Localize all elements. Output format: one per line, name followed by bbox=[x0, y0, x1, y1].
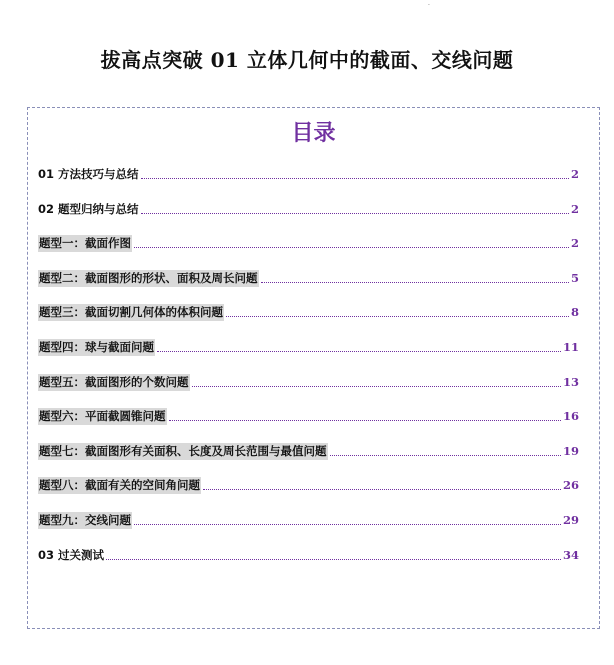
toc-leader-dots bbox=[157, 339, 561, 352]
toc-box bbox=[27, 107, 600, 629]
toc-leader-dots bbox=[134, 512, 561, 525]
toc-leader-dots bbox=[106, 547, 561, 560]
toc-entry-label[interactable]: 题型四：球与截面问题 bbox=[39, 339, 154, 354]
toc-leader-dots bbox=[192, 374, 561, 387]
toc-leader-dots bbox=[134, 235, 569, 248]
toc-entry[interactable] bbox=[38, 201, 579, 236]
toc-entry-page[interactable]: 34 bbox=[562, 547, 579, 562]
toc-entry-label[interactable]: 题型三：截面切割几何体的体积问题 bbox=[39, 305, 223, 320]
toc-entry-label[interactable]: 03 过关测试 bbox=[38, 547, 105, 562]
page-mark: · bbox=[428, 2, 430, 9]
toc-entry-label[interactable]: 题型八：截面有关的空间角问题 bbox=[39, 478, 200, 493]
toc-entry[interactable] bbox=[38, 339, 579, 374]
toc-leader-dots bbox=[226, 304, 569, 317]
toc-entry-label[interactable]: 题型五：截面图形的个数问题 bbox=[39, 374, 189, 389]
toc-entry[interactable] bbox=[38, 235, 579, 270]
toc-entry-page[interactable]: 11 bbox=[562, 339, 579, 354]
document-title: 拔高点突破 01 立体几何中的截面、交线问题 bbox=[100, 48, 514, 72]
toc-entry-page[interactable]: 5 bbox=[570, 270, 579, 285]
toc-entry[interactable] bbox=[38, 512, 579, 547]
toc-entry[interactable] bbox=[38, 408, 579, 443]
toc-entry-label[interactable]: 01 方法技巧与总结 bbox=[38, 167, 139, 181]
toc-entry-page[interactable]: 8 bbox=[570, 305, 579, 320]
toc-entry-label[interactable]: 02 题型归纳与总结 bbox=[38, 201, 139, 216]
toc-leader-dots bbox=[141, 201, 569, 214]
toc-entry[interactable] bbox=[38, 270, 579, 305]
toc-entry[interactable] bbox=[38, 477, 579, 512]
toc-entry-page[interactable]: 2 bbox=[570, 236, 579, 251]
toc-leader-dots bbox=[261, 270, 569, 283]
toc-leader-dots bbox=[203, 477, 561, 490]
toc-entry-label[interactable]: 题型六：平面截圆锥问题 bbox=[39, 409, 166, 424]
toc-entry-label[interactable]: 题型二：截面图形的形状、面积及周长问题 bbox=[39, 270, 258, 285]
toc-entry[interactable] bbox=[38, 304, 579, 339]
toc-leader-dots bbox=[330, 443, 561, 456]
toc-entry-label[interactable]: 题型九：交线问题 bbox=[39, 512, 131, 527]
toc-entry[interactable] bbox=[38, 547, 579, 582]
toc-entry-page[interactable]: 29 bbox=[562, 512, 579, 527]
toc-entry[interactable] bbox=[38, 443, 579, 478]
toc-leader-dots bbox=[141, 166, 569, 179]
toc-entry-page[interactable]: 13 bbox=[562, 374, 579, 389]
toc-entry-page[interactable]: 2 bbox=[570, 201, 579, 216]
toc-entry-page[interactable]: 19 bbox=[562, 443, 579, 458]
toc-leader-dots bbox=[169, 408, 561, 421]
toc-list bbox=[38, 166, 579, 581]
toc-entry-label[interactable]: 题型一：截面作图 bbox=[39, 236, 131, 251]
toc-entry-page[interactable]: 16 bbox=[562, 409, 579, 424]
toc-entry[interactable] bbox=[38, 166, 579, 201]
toc-entry[interactable] bbox=[38, 374, 579, 409]
toc-entry-label[interactable]: 题型七：截面图形有关面积、长度及周长范围与最值问题 bbox=[39, 443, 327, 458]
toc-entry-page[interactable]: 26 bbox=[562, 478, 579, 493]
toc-heading: 目录 bbox=[291, 121, 336, 146]
toc-entry-page[interactable]: 2 bbox=[570, 167, 579, 181]
